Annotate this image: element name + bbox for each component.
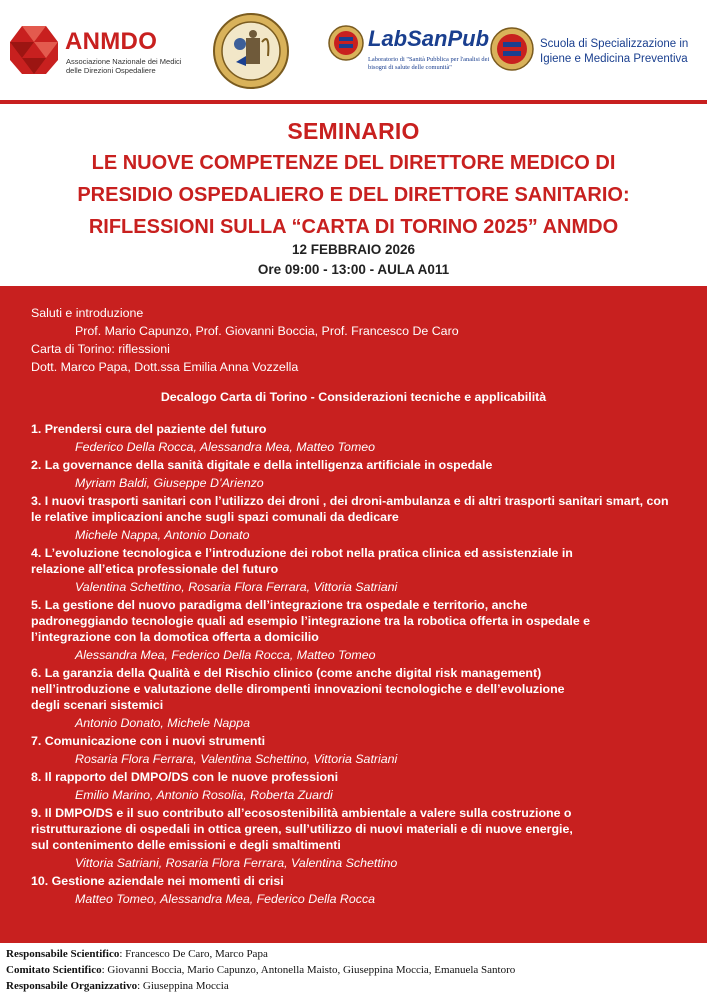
item-title: padroneggiando tecnologie quali ad esempio l’integrazione tra la robotica offerta in ospedale e xyxy=(31,614,591,628)
item-speakers: Alessandra Mea, Federico Della Rocca, Matteo Tomeo xyxy=(75,648,376,662)
subtitle-line-3: RIFLESSIONI SULLA “CARTA DI TORINO 2025” ANMDO xyxy=(88,216,619,238)
crest-icon xyxy=(328,25,364,61)
item-speakers: Antonio Donato, Michele Nappa xyxy=(75,716,250,730)
event-datetime xyxy=(0,240,707,280)
school-name: Scuola di Specializzazione in Igiene e Medicina Preventiva xyxy=(540,38,689,65)
item-title: 8. Il rapporto del DMPO/DS con le nuove professioni xyxy=(31,770,339,784)
item-title: l’integrazione con la domotica offerta a domicilio xyxy=(31,630,319,644)
crest-icon xyxy=(490,27,534,71)
event-date: 12 FEBBRAIO 2026 xyxy=(291,242,416,257)
anmdo-cube-icon xyxy=(8,22,60,78)
program-panel xyxy=(0,286,707,940)
item-speakers: Federico Della Rocca, Alessandra Mea, Matteo Tomeo xyxy=(75,440,376,454)
item-title: relazione all’etica professionale del futuro xyxy=(31,562,279,576)
item-speakers: Valentina Schettino, Rosaria Flora Ferrara, Vittoria Satriani xyxy=(75,580,398,594)
footer-committee xyxy=(6,964,515,976)
item-title: 7. Comunicazione con i nuovi strumenti xyxy=(31,734,266,748)
item-title: 3. I nuovi trasporti sanitari con l’utilizzo dei droni , dei droni-ambulanza e di altri trasporti sanitari smart, con xyxy=(31,494,669,508)
decalogo-title: Decalogo Carta di Torino - Considerazioni tecniche e applicabilità xyxy=(160,390,547,404)
event-time: Ore 09:00 - 13:00 - AULA A011 xyxy=(257,262,450,277)
footer-value: : Giovanni Boccia, Mario Capunzo, Antonella Maisto, Giuseppina Moccia, Emanuela Santoro xyxy=(101,964,516,976)
subtitle-line-1: LE NUOVE COMPETENZE DEL DIRETTORE MEDICO DI xyxy=(91,152,616,174)
item-title: degli scenari sistemici xyxy=(31,698,164,712)
item-title: 1. Prendersi cura del paziente del futuro xyxy=(31,422,267,436)
seal-icon xyxy=(212,12,290,90)
item-title: 6. La garanzia della Qualità e del Rischio clinico (come anche digital risk management) xyxy=(31,666,542,680)
intro-greeting: Saluti e introduzione xyxy=(31,306,144,320)
intro-reflection-speakers: Dott. Marco Papa, Dott.ssa Emilia Anna Vozzella xyxy=(31,360,299,374)
item-speakers: Myriam Baldi, Giuseppe D’Arienzo xyxy=(75,476,264,490)
item-speakers: Vittoria Satriani, Rosaria Flora Ferrara, Valentina Schettino xyxy=(75,856,398,870)
footer-label: Responsabile Scientifico xyxy=(6,948,120,960)
labsanpub-name: LabSanPub xyxy=(368,26,490,51)
footer-value: : Giuseppina Moccia xyxy=(137,980,229,992)
footer xyxy=(0,940,707,1003)
item-title: ristrutturazione di ospedali in ottica green, sull’utilizzo di nuovi materiali e di nuove energie, xyxy=(31,822,573,836)
header xyxy=(0,0,707,100)
item-title: 9. Il DMPO/DS e il suo contributo all’ecosostenibilità ambientale a valere sulla costruzione o xyxy=(31,806,572,820)
intro-reflection: Carta di Torino: riflessioni xyxy=(31,342,170,356)
header-divider xyxy=(0,100,707,104)
item-title: 10. Gestione aziendale nei momenti di crisi xyxy=(31,874,284,888)
item-title: 4. L’evoluzione tecnologica e l’introduzione dei robot nella pratica clinica ed assistenziale in xyxy=(31,546,573,560)
anmdo-subtitle: Associazione Nazionale dei Medici delle Direzioni Ospedaliere xyxy=(66,57,182,75)
footer-label: Responsabile Organizzativo xyxy=(6,980,138,992)
item-title: 5. La gestione del nuovo paradigma dell’integrazione tra ospedale e territorio, anche xyxy=(31,598,528,612)
anmdo-logo xyxy=(8,22,183,82)
subtitle-line-2: PRESIDIO OSPEDALIERO E DEL DIRETTORE SANITARIO: xyxy=(77,184,630,206)
seminar-title: SEMINARIO xyxy=(287,118,420,144)
footer-organizer xyxy=(6,980,229,992)
footer-scientific xyxy=(6,948,268,960)
item-speakers: Michele Nappa, Antonio Donato xyxy=(75,528,250,542)
item-speakers: Emilio Marino, Antonio Rosolia, Roberta Zuardi xyxy=(75,788,333,802)
footer-label: Comitato Scientifico xyxy=(6,964,102,976)
footer-value: : Francesco De Caro, Marco Papa xyxy=(119,948,268,960)
labsanpub-logo xyxy=(328,25,488,95)
item-title: sul contenimento delle emissioni e degli smaltimenti xyxy=(31,838,341,852)
school-logo xyxy=(490,27,689,76)
item-speakers: Matteo Tomeo, Alessandra Mea, Federico Della Rocca xyxy=(75,892,376,906)
item-title: le relative implicazioni anche sugli spazi comunali da dedicare xyxy=(31,510,399,524)
anmdo-name: ANMDO xyxy=(65,28,158,55)
item-title: 2. La governance della sanità digitale e della intelligenza artificiale in ospedale xyxy=(31,458,493,472)
labsanpub-subtitle: Laboratorio di "Sanità Pubblica per l'analisi dei bisogni di salute delle comunità" xyxy=(368,56,490,71)
intro-speakers: Prof. Mario Capunzo, Prof. Giovanni Boccia, Prof. Francesco De Caro xyxy=(75,324,459,338)
title-block xyxy=(0,114,707,241)
item-speakers: Rosaria Flora Ferrara, Valentina Schettino, Vittoria Satriani xyxy=(75,752,398,766)
university-seal xyxy=(212,12,290,95)
item-title: nell’introduzione e valutazione delle dirompenti innovazioni tecnologiche e dell’evoluzione xyxy=(31,682,565,696)
